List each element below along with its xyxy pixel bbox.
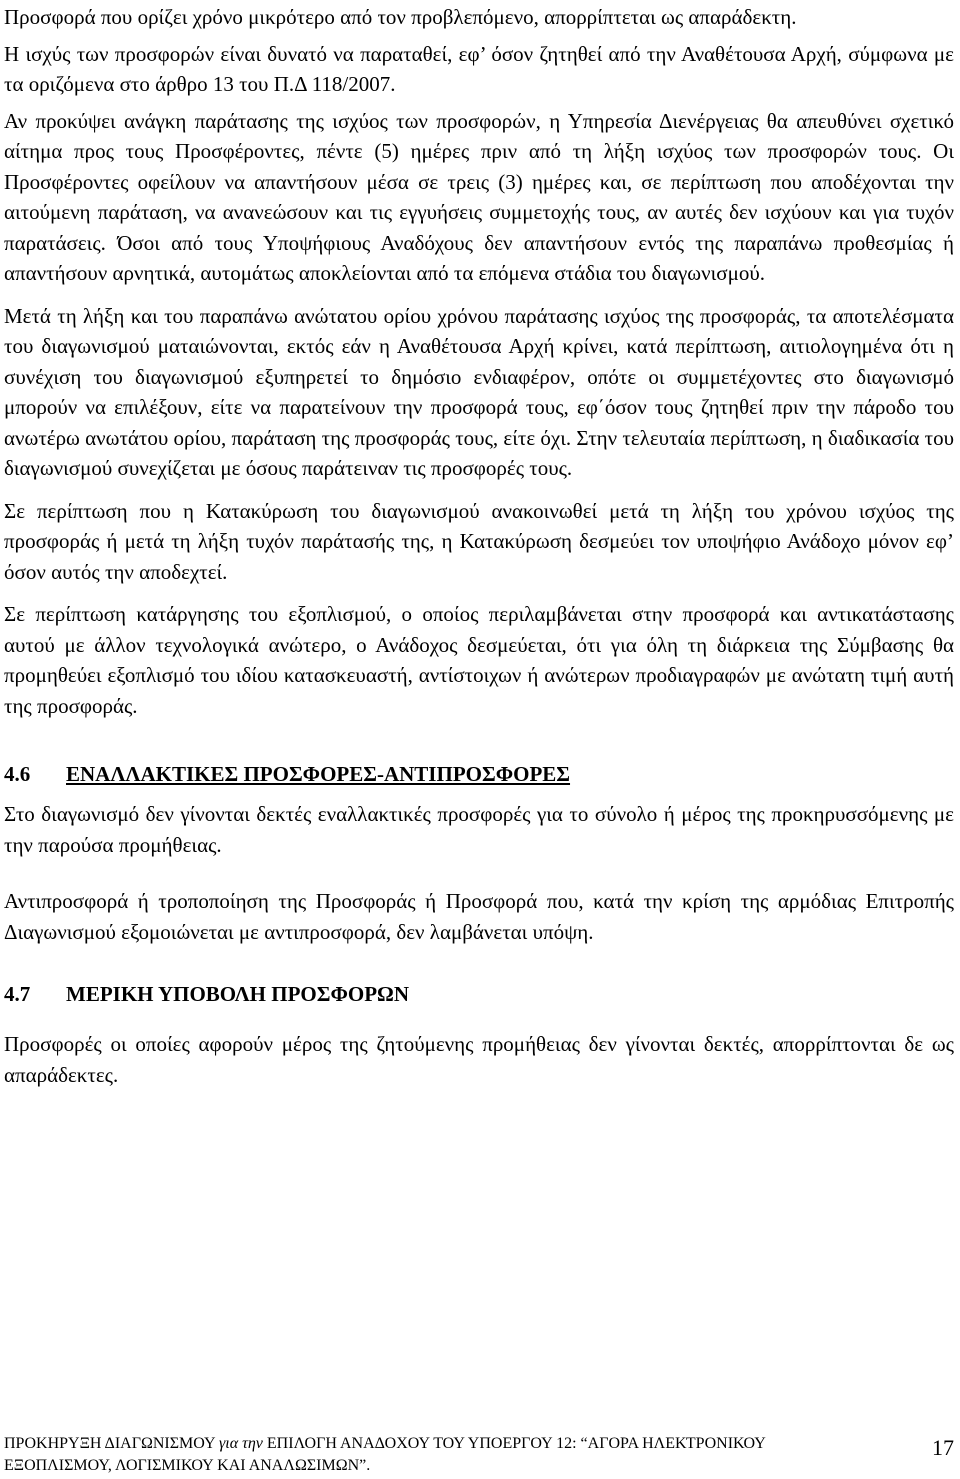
page-footer: [4, 1433, 954, 1477]
page-number: 17: [932, 1435, 954, 1460]
footer-text-part: ΕΠΙΛΟΓΗ ΑΝΑΔΟΧΟΥ ΤΟΥ ΥΠΟΕΡΓΟΥ 12: “ΑΓΟΡΑ ΗΛΕΚΤΡΟΝΙΚΟΥ ΕΞΟΠΛΙΣΜΟΥ, ΛΟΓΙΣΜΙΚΟΥ ΚΑΙ ΑΝΑΛΩΣΙΜΩΝ”.: [4, 1435, 766, 1474]
paragraph-after-expiry: Μετά τη λήξη και του παραπάνω ανώτατου ορίου χρόνου παράτασης ισχύος της προσφοράς, τα αποτελέσματα του διαγωνισμού ματαιώνονται, εκτός εάν η Αναθέτουσα Αρχή κρίνει, κατά περίπτωση, αιτιολογημένα ότι η συνέχιση του διαγωνισμού εξυπηρετεί το δημόσιο ενδιαφέρον, οπότε οι συμμετέχοντες στο διαγωνισμό μπορούν να επιλέξουν, είτε να παρατείνουν την προσφορά τους, εφ΄όσον τους ζητηθεί πριν την πάροδο του ανωτέρω ανωτάτου ορίου, παράταση της προσφοράς τους, είτε όχι. Στην τελευταία περίπτωση, η διαδικασία του διαγωνισμού συνεχίζεται με όσους παράτειναν τις προσφορές τους.: [4, 303, 954, 480]
footer-text-part: ΠΡΟΚΗΡΥΞΗ ΔΙΑΓΩΝΙΣΜΟΥ: [4, 1435, 219, 1452]
footer-text-italic: για την: [218, 1435, 263, 1452]
paragraph-extension-request: Αν προκύψει ανάγκη παράτασης της ισχύος των προσφορών, η Υπηρεσία Διενέργειας θα απευθύνει σχετικό αίτημα προς τους Προσφέροντες, πέντε (5) ημέρες πριν από τη λήξη ισχύος των προσφορών τους. Οι Προσφέροντες οφείλουν να απαντήσουν μέσα σε τρεις (3) ημέρες και, σε περίπτωση που αποδέχονται την αιτούμενη παράταση, να ανανεώσουν και τις εγγυήσεις συμμετοχής τους, αν αυτές δεν ισχύουν και για τυχόν παρατάσεις. Όσοι από τους Υποψήφιους Αναδόχους δεν απαντήσουν εντός της παραπάνω προθεσμίας ή απαντήσουν αρνητικά, αυτομάτως αποκλείονται από τα επόμενα στάδια του διαγωνισμού.: [4, 108, 954, 285]
paragraph-counter-offers: Αντιπροσφορά ή τροποποίηση της Προσφοράς ή Προσφορά που, κατά την κρίση της αρμόδιας Επιτροπής Διαγωνισμού εξομοιώνεται με αντιπροσφορά, δεν λαμβάνεται υπόψη.: [4, 889, 954, 944]
paragraph-partial-offers: Προσφορές οι οποίες αφορούν μέρος της ζητούμενης προμήθειας δεν γίνονται δεκτές, απορρίπτονται δε ως απαράδεκτες.: [4, 1032, 954, 1087]
section-number: 4.7: [4, 982, 31, 1006]
paragraph-offer-time: Προσφορά που ορίζει χρόνο μικρότερο από τον προβλεπόμενο, απορρίπτεται ως απαράδεκτη.: [4, 5, 797, 29]
section-heading-4-7: [4, 979, 954, 1009]
paragraph-alternative-offers: Στο διαγωνισμό δεν γίνονται δεκτές εναλλακτικές προσφορές για το σύνολο ή μέρος της προκηρυσσόμενης με την παρούσα προμήθειας.: [4, 802, 954, 857]
section-heading-4-6: [4, 759, 954, 789]
paragraph-award-after-expiry: Σε περίπτωση που η Κατακύρωση του διαγωνισμού ανακοινωθεί μετά τη λήξη του χρόνου ισχύος της προσφοράς ή μετά τη λήξη τυχόν παράτασής της, η Κατακύρωση δεσμεύει τον υποψήφιο Ανάδοχο μόνον εφ’ όσον αυτός την αποδεχτεί.: [4, 498, 954, 584]
paragraph-offer-validity-extension: Η ισχύς των προσφορών είναι δυνατό να παραταθεί, εφ’ όσον ζητηθεί από την Αναθέτουσα Αρχή, σύμφωνα με τα οριζόμενα στο άρθρο 13 του Π.Δ 118/2007.: [4, 41, 954, 96]
document-page: [4, 2, 954, 1090]
section-number: 4.6: [4, 762, 31, 786]
footer-text: [4, 1433, 844, 1477]
section-title: ΕΝΑΛΛΑΚΤΙΚΕΣ ΠΡΟΣΦΟΡΕΣ-ΑΝΤΙΠΡΟΣΦΟΡΕΣ: [66, 762, 571, 786]
section-title: ΜΕΡΙΚΗ ΥΠΟΒΟΛΗ ΠΡΟΣΦΟΡΩΝ: [66, 982, 410, 1006]
paragraph-equipment-replacement: Σε περίπτωση κατάργησης του εξοπλισμού, ο οποίος περιλαμβάνεται στην προσφορά και αντικατάστασης αυτού με άλλον τεχνολογικά ανώτερο, ο Ανάδοχος δεσμεύεται, ότι για όλη τη διάρκεια της Σύμβασης θα προμηθεύει εξοπλισμό του ιδίου κατασκευαστή, αντίστοιχων ή ανώτερων προδιαγραφών με ανώτατη τιμή αυτή της προσφοράς.: [4, 602, 954, 718]
